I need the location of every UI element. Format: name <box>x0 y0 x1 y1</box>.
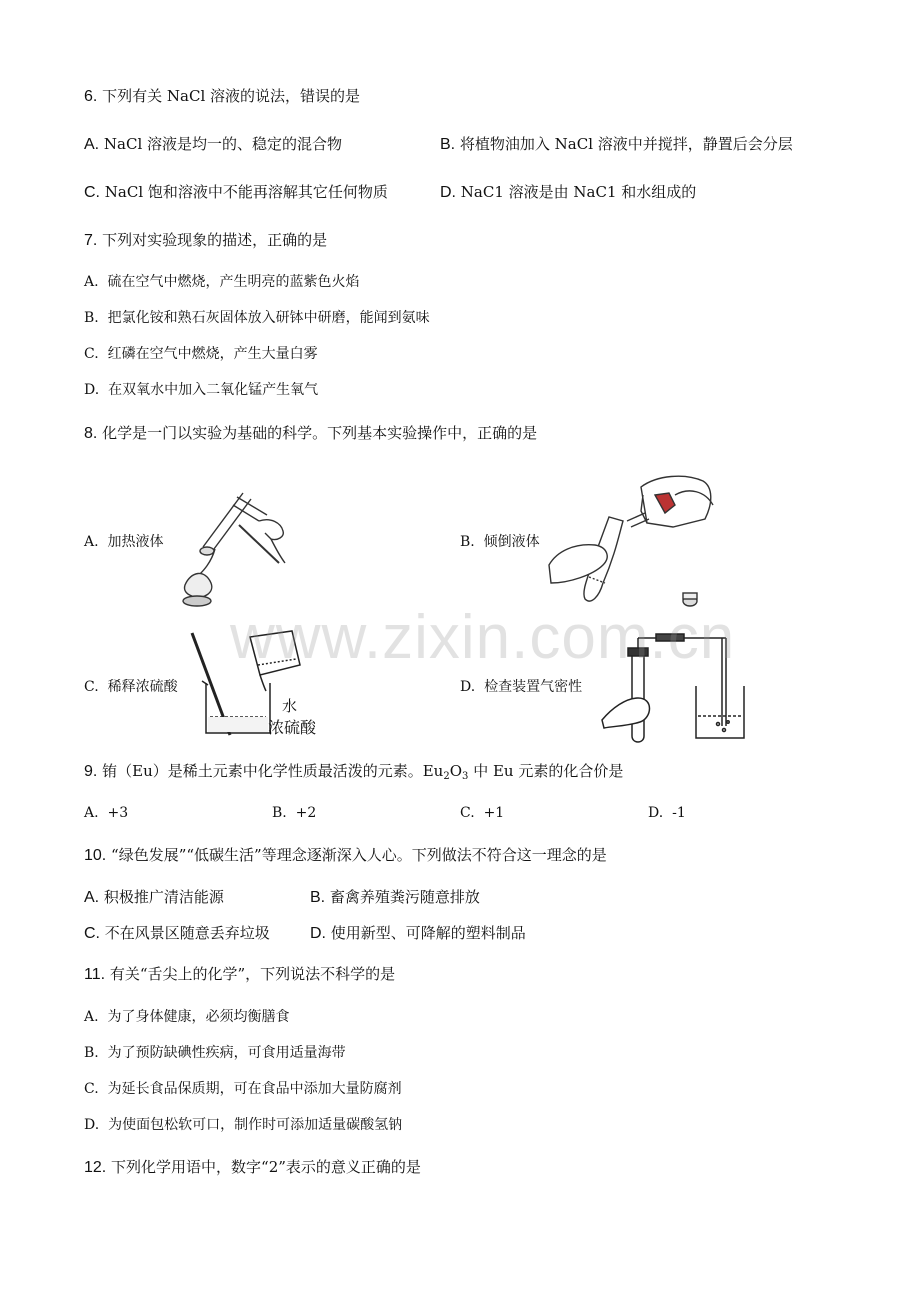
q10-option-c-key: C. <box>84 925 100 942</box>
q10-option-b[interactable] <box>310 887 480 908</box>
q6-option-a[interactable] <box>84 134 342 155</box>
q7-option-b-text: 把氯化铵和熟石灰固体放入研钵中研磨，能闻到氨味 <box>107 310 430 326</box>
q9-option-d-text: -1 <box>672 805 686 821</box>
q9-stem-pre: 铕（Eu）是稀土元素中化学性质最活泼的元素。Eu <box>102 762 444 780</box>
q11-option-d-key: D. <box>84 1117 100 1133</box>
q7-option-b[interactable] <box>84 308 430 328</box>
q7-option-c[interactable] <box>84 344 318 364</box>
q10-option-c[interactable] <box>84 923 270 944</box>
q10-number: 10. <box>84 847 107 864</box>
q11-option-b-text: 为了预防缺碘性疾病，可食用适量海带 <box>107 1045 346 1061</box>
q7-stem-line <box>84 230 327 251</box>
q9-stem-line <box>84 761 623 787</box>
q10-option-b-key: B. <box>310 889 326 906</box>
q6-option-b-text: 将植物油加入 NaCl 溶液中并搅拌，静置后会分层 <box>459 135 793 153</box>
q10-option-a[interactable] <box>84 887 224 908</box>
q6-option-d-key: D. <box>440 184 456 201</box>
q6-option-b[interactable] <box>440 134 793 155</box>
q8-stem-line <box>84 423 537 444</box>
q11-option-a-text: 为了身体健康，必须均衡膳食 <box>107 1009 290 1025</box>
q10-option-d-key: D. <box>310 925 326 942</box>
q8-option-c-key: C. <box>84 679 99 695</box>
q6-stem-line <box>84 86 360 107</box>
q6-option-c-key: C. <box>84 184 100 201</box>
heating-liquid-figure <box>175 485 300 610</box>
q7-option-b-key: B. <box>84 310 99 326</box>
q9-option-c[interactable] <box>460 803 504 823</box>
q11-option-c-text: 为延长食品保质期，可在食品中添加大量防腐剂 <box>107 1081 402 1097</box>
q7-option-d[interactable] <box>84 380 318 400</box>
q8-number: 8. <box>84 425 98 442</box>
q11-option-a[interactable] <box>84 1007 289 1027</box>
q8-option-d-key: D. <box>460 679 476 695</box>
q10-stem: “绿色发展”“低碳生活”等理念逐渐深入人心。下列做法不符合这一理念的是 <box>111 846 607 864</box>
q6-stem: 下列有关 NaCl 溶液的说法，错误的是 <box>102 87 361 105</box>
q8-stem: 化学是一门以实验为基础的科学。下列基本实验操作中，正确的是 <box>102 424 538 442</box>
q7-option-d-key: D. <box>84 382 100 398</box>
q6-option-a-text: NaCl 溶液是均一的、稳定的混合物 <box>103 135 343 153</box>
q8-option-c[interactable] <box>84 677 178 697</box>
q10-option-c-text: 不在风景区随意丢弃垃圾 <box>104 924 270 942</box>
watermark: www.zixin.com.cn <box>230 603 736 672</box>
q12-stem-line <box>84 1157 421 1178</box>
q7-option-c-key: C. <box>84 346 99 362</box>
q7-option-a[interactable] <box>84 272 359 292</box>
q9-option-d[interactable] <box>648 803 686 823</box>
q8-option-a[interactable] <box>84 532 163 552</box>
q10-option-d[interactable] <box>310 923 526 944</box>
q9-option-c-text: +1 <box>483 805 505 821</box>
q9-option-a[interactable] <box>84 803 128 823</box>
q11-number: 11. <box>84 966 106 983</box>
q8-option-d-text: 检查装置气密性 <box>484 679 583 695</box>
q11-option-b[interactable] <box>84 1043 346 1063</box>
q11-stem-line <box>84 964 395 985</box>
q10-option-a-text: 积极推广清洁能源 <box>103 888 224 906</box>
q10-stem-line <box>84 845 607 866</box>
q7-option-a-key: A. <box>84 274 99 290</box>
q6-option-b-key: B. <box>440 136 456 153</box>
q11-option-a-key: A. <box>84 1009 99 1025</box>
q6-option-c[interactable] <box>84 182 388 203</box>
q9-option-b-key: B. <box>272 805 287 821</box>
q9-option-a-text: +3 <box>107 805 129 821</box>
q6-option-d-text: NaC1 溶液是由 NaC1 和水组成的 <box>460 183 697 201</box>
q8-option-d[interactable] <box>460 677 582 697</box>
fig-label-acid: 浓硫酸 <box>268 718 317 737</box>
q8-option-b-text: 倾倒液体 <box>483 534 540 550</box>
q10-option-b-text: 畜禽养殖粪污随意排放 <box>329 888 480 906</box>
q11-stem: 有关“舌尖上的化学”，下列说法不科学的是 <box>109 965 396 983</box>
q11-option-c[interactable] <box>84 1079 402 1099</box>
q7-option-a-text: 硫在空气中燃烧，产生明亮的蓝紫色火焰 <box>107 274 360 290</box>
fig-label-water: 水 <box>282 697 298 715</box>
q8-option-a-text: 加热液体 <box>107 534 164 550</box>
q9-option-b[interactable] <box>272 803 316 823</box>
q6-number: 6. <box>84 88 98 105</box>
q8-option-b-key: B. <box>460 534 475 550</box>
q6-option-c-text: NaCl 饱和溶液中不能再溶解其它任何物质 <box>104 183 388 201</box>
q9-sub-1: 2 <box>443 771 450 782</box>
q12-stem: 下列化学用语中，数字“2”表示的意义正确的是 <box>111 1158 421 1176</box>
q6-option-d[interactable] <box>440 182 696 203</box>
q8-option-a-key: A. <box>84 534 99 550</box>
q7-option-d-text: 在双氧水中加入二氧化锰产生氧气 <box>108 382 319 398</box>
q9-sub-2: 3 <box>462 771 469 782</box>
q9-option-b-text: +2 <box>295 805 317 821</box>
q7-number: 7. <box>84 232 98 249</box>
q11-option-d[interactable] <box>84 1115 402 1135</box>
q10-option-d-text: 使用新型、可降解的塑料制品 <box>330 924 526 942</box>
q10-option-a-key: A. <box>84 889 100 906</box>
q9-stem-mid: O <box>449 762 463 780</box>
q9-option-c-key: C. <box>460 805 475 821</box>
q7-stem: 下列对实验现象的描述，正确的是 <box>102 231 328 249</box>
q11-option-b-key: B. <box>84 1045 99 1061</box>
q8-option-b[interactable] <box>460 532 540 552</box>
airtightness-figure <box>600 632 755 747</box>
q11-option-c-key: C. <box>84 1081 99 1097</box>
q11-option-d-text: 为使面包松软可口，制作时可添加适量碳酸氢钠 <box>108 1117 403 1133</box>
q9-stem-post: 中 Eu 元素的化合价是 <box>468 762 624 780</box>
q9-option-d-key: D. <box>648 805 664 821</box>
q6-option-a-key: A. <box>84 136 100 153</box>
pouring-liquid-figure <box>545 465 725 615</box>
q9-option-a-key: A. <box>84 805 99 821</box>
q12-number: 12. <box>84 1159 107 1176</box>
q7-option-c-text: 红磷在空气中燃烧，产生大量白雾 <box>107 346 318 362</box>
q9-number: 9. <box>84 763 98 780</box>
q8-option-c-text: 稀释浓硫酸 <box>107 679 178 695</box>
